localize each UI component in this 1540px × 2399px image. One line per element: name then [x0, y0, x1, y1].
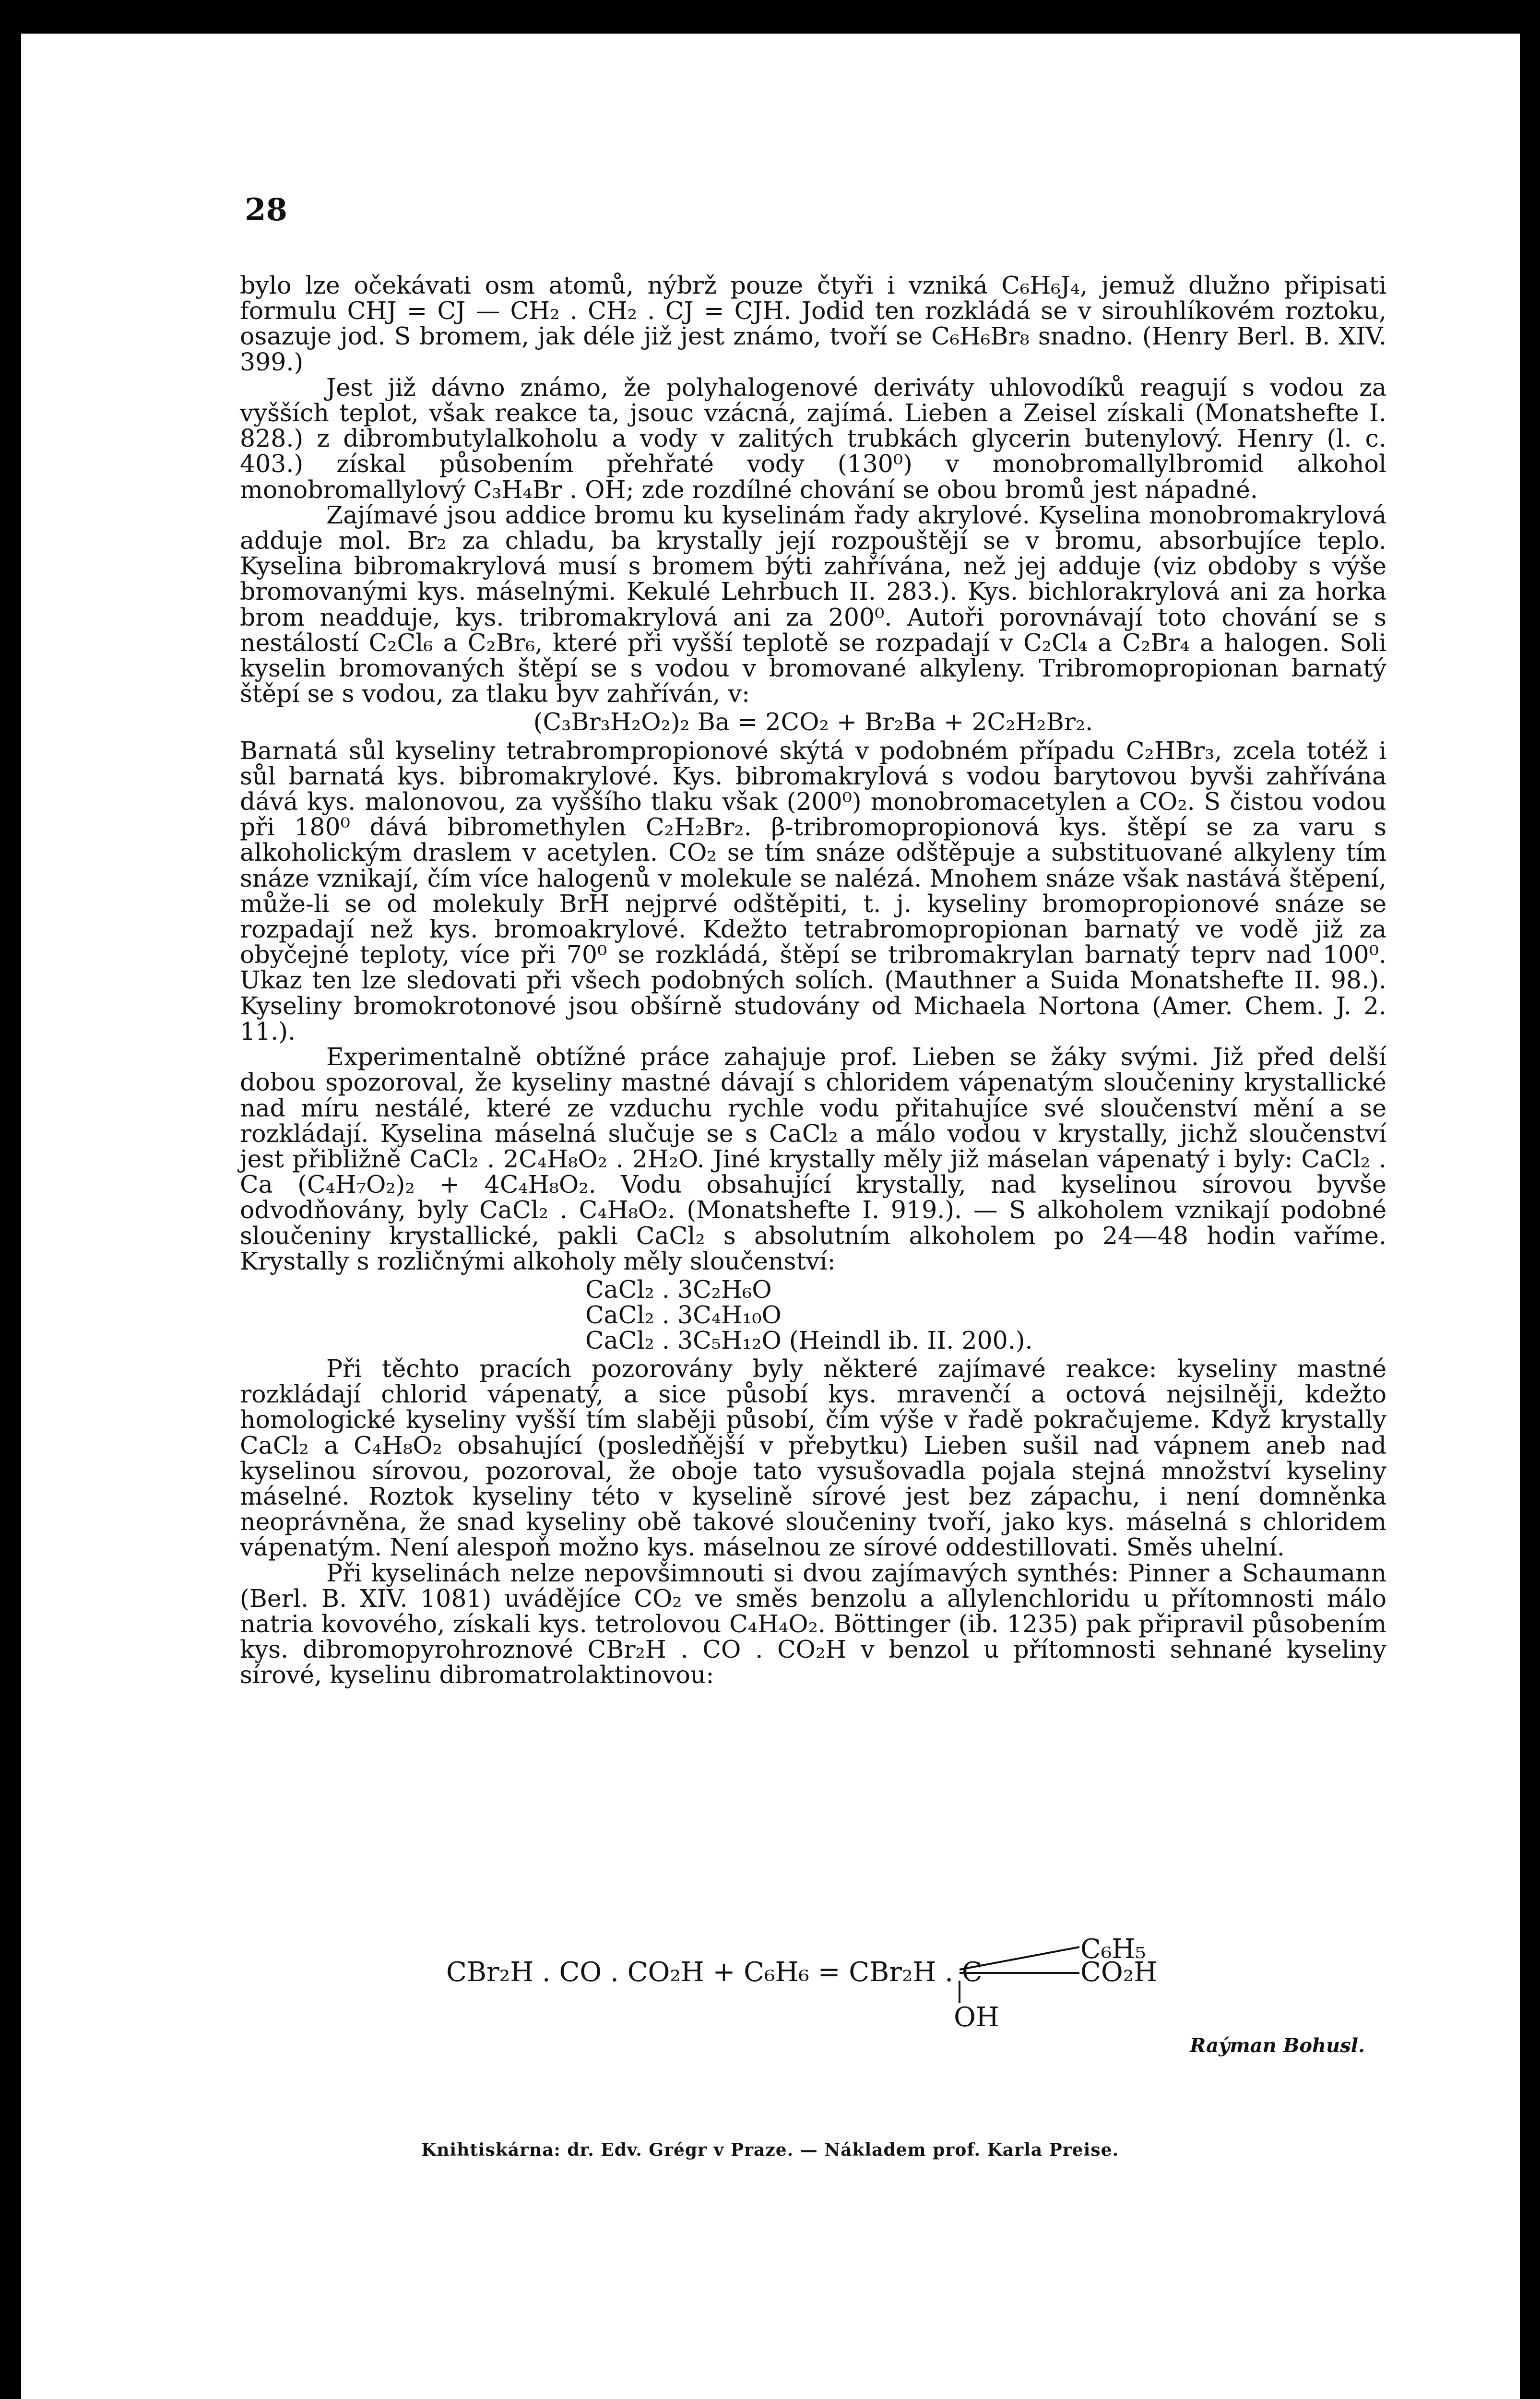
author-signature: Raýman Bohusl.	[1190, 2034, 1365, 2057]
alcohol-compounds-list	[585, 1277, 1386, 1353]
bond-upper	[960, 1947, 1079, 1970]
equation-barium-salt: (C₃Br₃H₂O₂)₂ Ba = 2CO₂ + Br₂Ba + 2C₂H₂Br₂.	[533, 708, 1093, 736]
paragraph: bylo lze očekávati osm atomů, nýbrž pouze čtyři i vzniká C₆H₆J₄, jemuž dlužno připisati formulu CHJ = CJ — CH₂ . CH₂ . CJ = CJH. Jodid ten rozkládá se v sirouhlíkovém roztoku, osazuje jod. S bromem, jak déle již jest známo, tvoří se C₆H₆Br₈ snadno. (Henry Berl. B. XIV. 399.)	[240, 271, 1386, 376]
paragraph: Při těchto pracích pozorovány byly některé zajímavé reakce: kyseliny mastné rozkládají chlorid vápenatý, a sice působí kys. mravenčí a octová nejsilněji, kdežto homologické kyseliny vyšší tím slaběji působí, čím výše v řadě pokračujeme. Když krystally CaCl₂ a C₄H₈O₂ obsahující (posledňější v přebytku) Lieben sušil nad vápnem aneb nad kyselinou sírovou, pozoroval, že oboje tato vysušovadla pojala stejná množství kyseliny máselné. Roztok kyseliny této v kyselině sírové jest bez zápachu, i není domněnka neoprávněna, že snad kyseliny obě takové sloučeniny tvoří, jako kys. máselná s chloridem vápenatým. Není alespoň možno kys. máselnou ze sírové oddestillovati. Směs uhelní.	[240, 1354, 1386, 1562]
scan-border-top	[0, 0, 1540, 34]
paragraph: Experimentalně obtížné práce zahajuje prof. Lieben se žáky svými. Již před delší dobou spozoroval, že kyseliny mastné dávají s chloridem vápenatým sloučeniny krystallické nad míru nestálé, které ze vzduchu rychle vodu přitahujíce své sloučenství mění a se rozkládají. Kyselina máselná slučuje se s CaCl₂ a málo vodou v krystally, jichž sloučenství jest přibližně CaCl₂ . 2C₄H₈O₂ . 2H₂O. Jiné krystally měly již máselan vápenatý i byly: CaCl₂ . Ca (C₄H₇O₂)₂ + 4C₄H₈O₂. Vodu obsahující krystally, nad kyselinou sírovou byvše odvodňovány, byly CaCl₂ . C₄H₈O₂. (Monatshefte I. 919.). — S alkoholem vznikají podobné sloučeniny krystallické, pakli CaCl₂ s absolutním alkoholem po 24—48 hodin vaříme. Krystally s rozličnými alkoholy měly sloučenství:	[240, 1043, 1386, 1275]
reaction-phenyl-group: C₆H₅	[1080, 1934, 1146, 1965]
reaction-hydroxyl-group: OH	[954, 2002, 999, 2033]
paragraph: Jest již dávno známo, že polyhalogenové deriváty uhlovodíků reagují s vodou za vyšších teplot, však reakce ta, jsouc vzácná, zajímá. Lieben a Zeisel získali (Monatshefte I. 828.) z dibrombutylalkoholu a vody v zalitých trubkách glycerin butenylový. Henry (l. c. 403.) získal působením přehřaté vody (130⁰) v monobromallylbromid alkohol monobromallylový C₃H₄Br . OH; zde rozdílné chování se obou bromů jest nápadné.	[240, 373, 1386, 504]
paragraph: Barnatá sůl kyseliny tetrabrompropionové skýtá v podobném případu C₂HBr₃, zcela totéž i sůl barnatá kys. bibromakrylové. Kys. bibromakrylová s vodou barytovou byvši zahřívána dává kys. malonovou, za vyššího tlaku však (200⁰) monobromacetylen a CO₂. S čistou vodou při 180⁰ dává bibromethylen C₂H₂Br₂. β-tribromopropionová kys. štěpí se za varu s alkoholickým draslem v acetylen. CO₂ se tím snáze odštěpuje a substituované alkyleny tím snáze vznikají, čím více halogenů v molekule se nalézá. Mnohem snáze však nastává štěpení, může-li se od molekuly BrH nejprvé odštěpiti, t. j. kyseliny bromopropionové snáze se rozpadají než kys. bromoakrylové. Kdežto tetrabromopropionan barnatý ve vodě již za obyčejné teploty, více při 70⁰ se rozkládá, štěpí se tribromakrylan barnatý teprv nad 100⁰. Ukaz ten lze sledovati při všech podobných solích. (Mauthner a Suida Monatshefte II. 98.). Kyseliny bromokrotonové jsou obšírně studovány od Michaela Nortona (Amer. Chem. J. 2. 11.).	[240, 736, 1386, 1045]
reaction-equation	[446, 1934, 1214, 2033]
reaction-carboxyl-group: CO₂H	[1080, 1957, 1158, 1988]
article-body	[240, 273, 1386, 1688]
alcohol-compound: CaCl₂ . 3C₅H₁₂O (Heindl ib. II. 200.).	[585, 1326, 1033, 1354]
reaction-left-side: CBr₂H . CO . CO₂H + C₆H₆ = CBr₂H . C	[446, 1957, 983, 1988]
printer-footer: Knihtiskárna: dr. Edv. Grégr v Praze. — Nákladem prof. Karla Preise.	[421, 2140, 1119, 2160]
bond-lines	[950, 1943, 1084, 2010]
alcohol-compound: CaCl₂ . 3C₄H₁₀O	[585, 1300, 782, 1329]
scan-border-left	[0, 0, 21, 2399]
alcohol-compound: CaCl₂ . 3C₂H₆O	[585, 1275, 772, 1304]
paragraph: Zajímavé jsou addice bromu ku kyselinám řady akrylové. Kyselina monobromakrylová adduje mol. Br₂ za chladu, ba krystally její rozpouštějí se v bromu, absorbujíce teplo. Kyselina bibromakrylová musí s bromem býti zahřívána, než jej adduje (viz obdoby s výše bromovanými kys. máselnými. Kekulé Lehrbuch II. 283.). Kys. bichlorakrylová ani za horka brom neadduje, kys. tribromakrylová ani za 200⁰. Autoři porovnávají toto chování se s nestálostí C₂Cl₆ a C₂Br₆, které při vyšší teplotě se rozpadají v C₂Cl₄ a C₂Br₄ a halogen. Soli kyselin bromovaných štěpí se s vodou v bromované alkyleny. Tribromopropionan barnatý štěpí se s vodou, za tlaku byv zahříván, v:	[240, 500, 1386, 708]
scan-border-right	[1520, 0, 1540, 2399]
page-number: 28	[245, 192, 288, 228]
paragraph: Při kyselinách nelze nepovšimnouti si dvou zajímavých synthés: Pinner a Schaumann (Berl. B. XIV. 1081) uvádějíce CO₂ ve směs benzolu a allylenchloridu u přítomnosti málo natria kovového, získali kys. tetrolovou C₄H₄O₂. Böttinger (ib. 1235) pak připravil působením kys. dibromopyrohroznové CBr₂H . CO . CO₂H v benzol u přítomnosti sehnané kyseliny sírové, kyselinu dibromatrolaktinovou:	[240, 1558, 1386, 1689]
